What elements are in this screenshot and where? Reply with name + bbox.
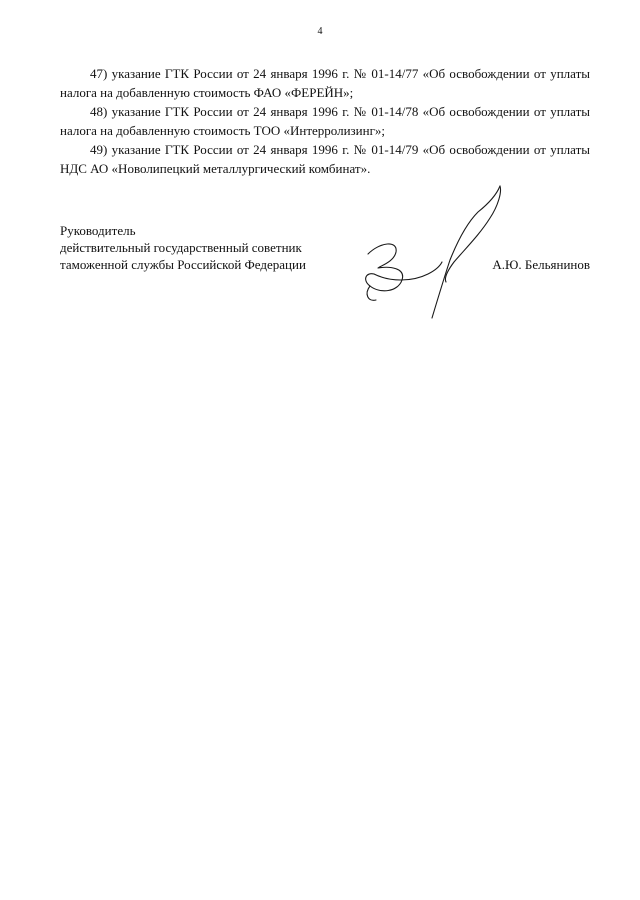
position-line: таможенной службы Российской Федерации xyxy=(60,257,306,272)
signatory-name: А.Ю. Бельянинов xyxy=(492,257,590,272)
list-item: 48) указание ГТК России от 24 января 1996 г. № 01-14/78 «Об освобождении от уплаты налога на добавленную стоимость ТОО «Интерролизинг»; xyxy=(60,104,590,138)
signature-block xyxy=(60,222,590,322)
handwritten-signature xyxy=(350,182,520,322)
position-line: действительный государственный советник xyxy=(60,240,302,255)
document-body xyxy=(60,64,590,178)
signatory-position xyxy=(60,222,306,273)
list-item: 47) указание ГТК России от 24 января 1996 г. № 01-14/77 «Об освобождении от уплаты налога на добавленную стоимость ФАО «ФЕРЕЙН»; xyxy=(60,66,590,100)
page-number: 4 xyxy=(317,26,323,37)
list-item: 49) указание ГТК России от 24 января 1996 г. № 01-14/79 «Об освобождении от уплаты НДС АО «Новолипецкий металлургический комбинат». xyxy=(60,142,590,176)
position-line: Руководитель xyxy=(60,223,136,238)
